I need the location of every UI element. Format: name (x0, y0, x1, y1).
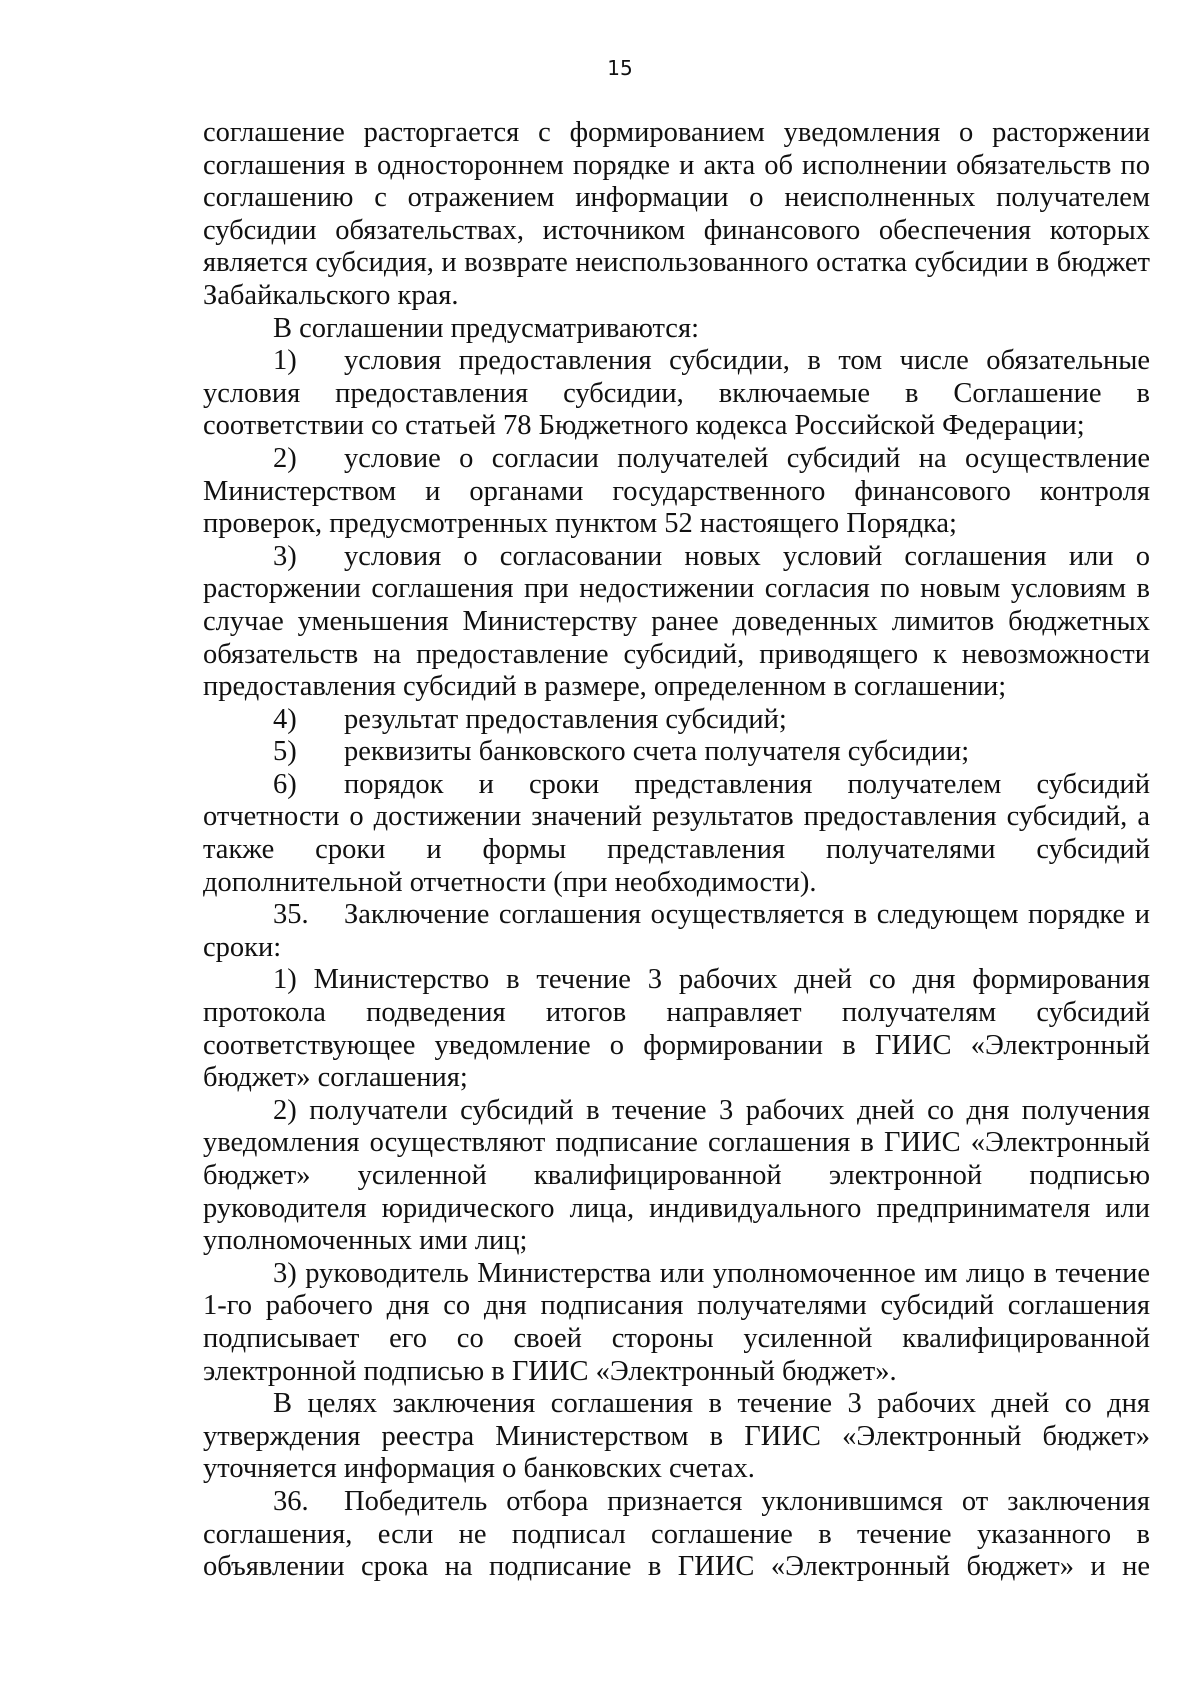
list-item-2 (203, 443, 1150, 541)
paragraph-agreement-provisions: В соглашении предусматриваются: (273, 312, 699, 344)
list-item-number: 3) (273, 540, 297, 572)
list-item-number: 1) (273, 345, 297, 377)
paragraph-termination: соглашение расторгается с формированием уведомления о расторжении соглашения в одностороннем порядке и акта об исполнении обязательств по соглашению с отражением информации о неисполненных получателем субсидии обязательствах, источником финансового обеспечения которых является субсидия, и возврате неиспользованного остатка субсидии в бюджет Забайкальского края. (203, 117, 1150, 311)
list-item-text: условие о согласии получателей субсидий на осуществление Министерством и органами государственного финансового контроля проверок, предусмотренных пунктом 52 настоящего Порядка; (203, 442, 1150, 540)
paragraph-36 (203, 1486, 1150, 1584)
step-1: 1) Министерство в течение 3 рабочих дней со дня формирования протокола подведения итогов направляет получателям субсидий соответствующее уведомление о формировании в ГИИС «Электронный бюджет» соглашения; (203, 964, 1150, 1094)
document-body (203, 117, 1150, 1584)
paragraph-text: Победитель отбора признается уклонившимся от заключения соглашения, если не подписал соглашение в течение указанного в объявлении срока на подписание в ГИИС «Электронный бюджет» и не (203, 1485, 1150, 1583)
list-item-text: условия предоставления субсидии, в том числе обязательные условия предоставления субсидии, включаемые в Соглашение в соответствии со статьей 78 Бюджетного кодекса Российской Федерации; (203, 345, 1150, 442)
list-item-text: реквизиты банковского счета получателя субсидии; (344, 736, 970, 768)
step-3: 3) руководитель Министерства или уполномоченное им лицо в течение 1-го рабочего дня со дня подписания получателями субсидий соглашения подписывает его со своей стороны усиленной квалифицированной электронной подписью в ГИИС «Электронный бюджет». (203, 1257, 1150, 1387)
list-item-6 (203, 769, 1150, 899)
list-item-4 (203, 704, 1150, 737)
list-item-number: 2) (273, 442, 297, 474)
list-item-number: 6) (273, 768, 297, 800)
step-2: 2) получатели субсидий в течение 3 рабочих дней со дня получения уведомления осуществляют подписание соглашения в ГИИС «Электронный бюджет» усиленной квалифицированной электронной подписью руководителя юридического лица, индивидуального предпринимателя или уполномоченных ими лиц; (203, 1094, 1150, 1257)
paragraph-number: 35. (273, 899, 309, 931)
list-item-text: условия о согласовании новых условий соглашения или о расторжении соглашения при недостижении согласия по новым условиям в случае уменьшения Министерству ранее доведенных лимитов бюджетных обязательств на предоставление субсидий, приводящего к невозможности предоставления субсидий в размере, определенном в соглашении; (203, 540, 1150, 703)
paragraph-number: 36. (273, 1485, 309, 1517)
list-item-number: 5) (273, 736, 297, 768)
list-item-1 (203, 345, 1150, 443)
page-number: 15 (607, 56, 633, 80)
list-item-number: 4) (273, 703, 297, 735)
list-item-text: порядок и сроки представления получателем субсидий отчетности о достижении значений результатов предоставления субсидий, а также сроки и формы представления получателями субсидий дополнительной отчетности (при необходимости). (203, 768, 1150, 898)
paragraph-35 (203, 899, 1150, 964)
list-item-3 (203, 541, 1150, 704)
paragraph-bank-accounts: В целях заключения соглашения в течение 3 рабочих дней со дня утверждения реестра Министерством в ГИИС «Электронный бюджет» уточняется информация о банковских счетах. (203, 1388, 1150, 1485)
paragraph-text: Заключение соглашения осуществляется в следующем порядке и сроки: (203, 899, 1150, 963)
list-item-5 (203, 736, 1150, 769)
list-item-text: результат предоставления субсидий; (344, 703, 787, 735)
